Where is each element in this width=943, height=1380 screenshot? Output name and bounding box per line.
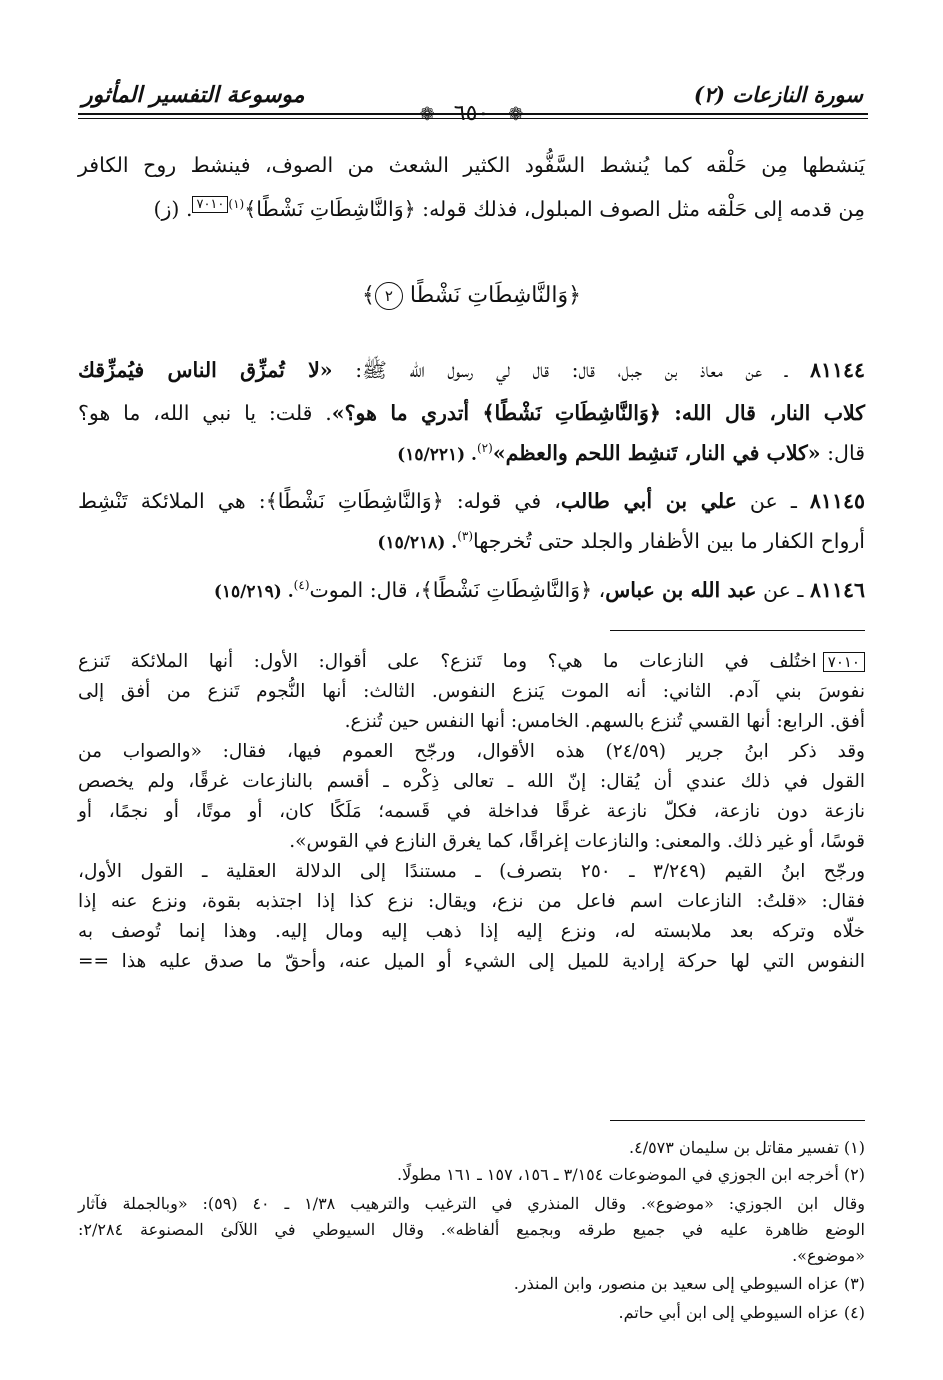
- footnote-ref-1[interactable]: (١): [228, 197, 245, 212]
- commentary-line-4: وقد ذكر ابنُ جرير (٢٤/٥٩) هذه الأقوال، ورجّح العموم فيها، فقال: «والصواب من: [78, 741, 865, 762]
- footnote-2-line-3: الوضع ظاهرة عليه في جميع طرقه وبجميع ألفاظه». وقال السيوطي في اللآلئ المصنوعة ٢/٢٨٤:: [78, 1220, 865, 1239]
- entry-text: ـ عن معاذ بن جبل، قال: قال لي رسول الله ﷺ:: [332, 358, 810, 382]
- hadith-text: «لا تُمزِّق الناس فيُمزِّقك: [78, 358, 333, 382]
- hadith-text: «كلاب في النار، تَنشِط اللحم والعظم»: [492, 441, 821, 465]
- commentary-line-9: فقال: «قلتُ: النازعات اسم فاعل من نزع، ويقال: نزع كذا إذا اجتذبه بقوة، ونزع عنه إذا: [78, 891, 865, 912]
- footnote-ref-3[interactable]: (٣): [457, 529, 474, 544]
- entry-81146-line-1: [78, 575, 865, 607]
- narrator-name: عبد الله بن عباس: [605, 578, 757, 602]
- commentary-line-3: أفق. الرابع: أنها القسي تُنزع بالسهم. الخامس: أنها النفس حين تُنزع.: [344, 711, 865, 732]
- page-number-block: [0, 101, 943, 126]
- intro-line-2-text: مِن قدمه إلى حَلْقه مثل الصوف المبلول، فذلك قوله: ﴿وَالنَّاشِطَاتِ نَشْطًا﴾: [244, 197, 865, 221]
- commentary-line-5: القول في ذلك عندي أن يُقال: إنّ الله ـ تعالى ذِكْره ـ أقسم بالنازعات غرقًا، ولم يخصص: [78, 771, 865, 792]
- volume-reference: . (١٥/٢١٨): [377, 533, 458, 553]
- surah-title: سورة النازعات (٢): [693, 82, 863, 107]
- footnote-ref-2[interactable]: (٢): [476, 441, 493, 456]
- entry-text: ، ﴿وَالنَّاشِطَاتِ نَشْطًا﴾، قال: الموت: [309, 578, 606, 602]
- entry-81144-line-3: [78, 438, 865, 470]
- intro-line-1: يَنشطها مِن حَلْقه كما يُنشط السَّفُّود الكثير الشعث من الصوف، فينشط روح الكافر: [78, 153, 865, 177]
- intro-line-2: [78, 194, 865, 224]
- ornament-left-icon: ❁: [419, 104, 435, 125]
- ayah-close: ﴾: [362, 283, 375, 308]
- commentary-line-6: نازعة دون نازعة، فكلّ نازعة غرقًا فداخلة في قَسمه؛ مَلَكًا كان، أو موتًا، أو نجمًا، أو: [78, 801, 865, 822]
- entry-text: ـ عن: [756, 578, 810, 602]
- footnote-4: (٤) عزاه السيوطي إلى ابن أبي حاتم.: [618, 1303, 865, 1322]
- footnotes-separator: [610, 1120, 865, 1121]
- ayah-text: ﴿وَالنَّاشِطَاتِ نَشْطًا: [409, 283, 581, 308]
- entry-number: ٨١١٤٤: [809, 358, 866, 382]
- footnote-ref-4[interactable]: (٤): [293, 578, 310, 593]
- entry-text: . قلت: يا نبي الله، ما هو؟: [78, 401, 332, 425]
- entry-81144-line-2: [78, 398, 865, 428]
- entry-text: أرواح الكفار ما بين الأظفار والجلد حتى تُخرجها: [473, 529, 865, 553]
- commentary-number-box: ٧٠١٠: [823, 652, 865, 672]
- commentary-separator: [610, 630, 865, 631]
- entry-text: قال:: [820, 441, 865, 465]
- entry-number: ٨١١٤٦: [809, 578, 865, 602]
- footnote-1: (١) تفسير مقاتل بن سليمان ٤/٥٧٣.: [629, 1138, 865, 1157]
- commentary-line-11: النفوس التي لها حركة إرادية للميل إلى الشيء أو الميل عنه، وأحقّ ما صدق عليه هذا ==: [78, 951, 865, 972]
- intro-line-2-tail: . (ز): [153, 197, 193, 221]
- footnote-2: (٢) أخرجه ابن الجوزي في الموضوعات ٣/١٥٤ ـ ١٥٦، ١٥٧ ـ ١٦١ مطولًا.: [397, 1165, 865, 1184]
- entry-text: ـ عن: [736, 489, 810, 513]
- volume-reference: . (١٥/٢١٩): [213, 582, 294, 602]
- narrator-name: علي بن أبي طالب: [560, 489, 737, 513]
- footnote-3: (٣) عزاه السيوطي إلى سعيد بن منصور، وابن المنذر.: [513, 1274, 865, 1293]
- entry-number: ٨١١٤٥: [809, 489, 865, 513]
- page-number: ٦٥٠: [453, 101, 490, 126]
- ayah-number-icon: ٢: [375, 282, 403, 310]
- commentary-line-8: ورجّح ابنُ القيم (٣/٢٤٩ ـ ٢٥٠ بتصرف) ـ مستندًا إلى الدلالة العقلية ـ القول الأول،: [78, 861, 866, 882]
- entry-text: ، في قوله: ﴿وَالنَّاشِطَاتِ نَشْطًا﴾: هي الملائكة تَنْشِط: [78, 489, 561, 513]
- book-title: موسوعة التفسير المأثور: [82, 82, 305, 108]
- commentary-line-7: قوسًا، أو غير ذلك. والمعنى: والنازعات إغراقًا، كما يغرق النازع في القوس».: [289, 831, 865, 852]
- ornament-right-icon: ❁: [508, 104, 524, 125]
- footnote-2-line-2: وقال ابن الجوزي: «موضوع». وقال المنذري في الترغيب والترهيب ١/٣٨ ـ ٤٠ (٥٩): «وبالجملة فآثار: [78, 1194, 865, 1213]
- commentary-text: اختُلف في النازعات ما هي؟ وما تَنزع؟ على أقوال: الأول: أنها الملائكة تَنزع: [78, 651, 817, 672]
- commentary-line-10: خلّاه وتركه بعد ملابسته له، ونزع إليه إذا ذهب إليه ومال إليه. وهذا إنما تُوصف به: [78, 921, 865, 942]
- ayah-heading: [0, 282, 943, 310]
- commentary-line-2: نفوسَ بني آدم. الثاني: أنه الموت يَنزع النفوس. الثالث: أنها النُّجوم تَنزع من أفق إلى: [78, 681, 865, 702]
- note-ref-box[interactable]: ٧٠١٠: [192, 196, 228, 213]
- entry-81144-line-1: [78, 355, 865, 385]
- entry-81145-line-1: [78, 486, 865, 516]
- volume-reference: . (١٥/٢٢١): [397, 445, 477, 465]
- footnote-2-line-4: «موضوع».: [792, 1246, 865, 1265]
- entry-81145-line-2: [78, 526, 865, 558]
- commentary-line-1: [78, 647, 865, 677]
- hadith-text: كلاب النار، قال الله: ﴿وَالنَّاشِطَاتِ نَشْطًا﴾ أتدري ما هو؟»: [331, 401, 865, 425]
